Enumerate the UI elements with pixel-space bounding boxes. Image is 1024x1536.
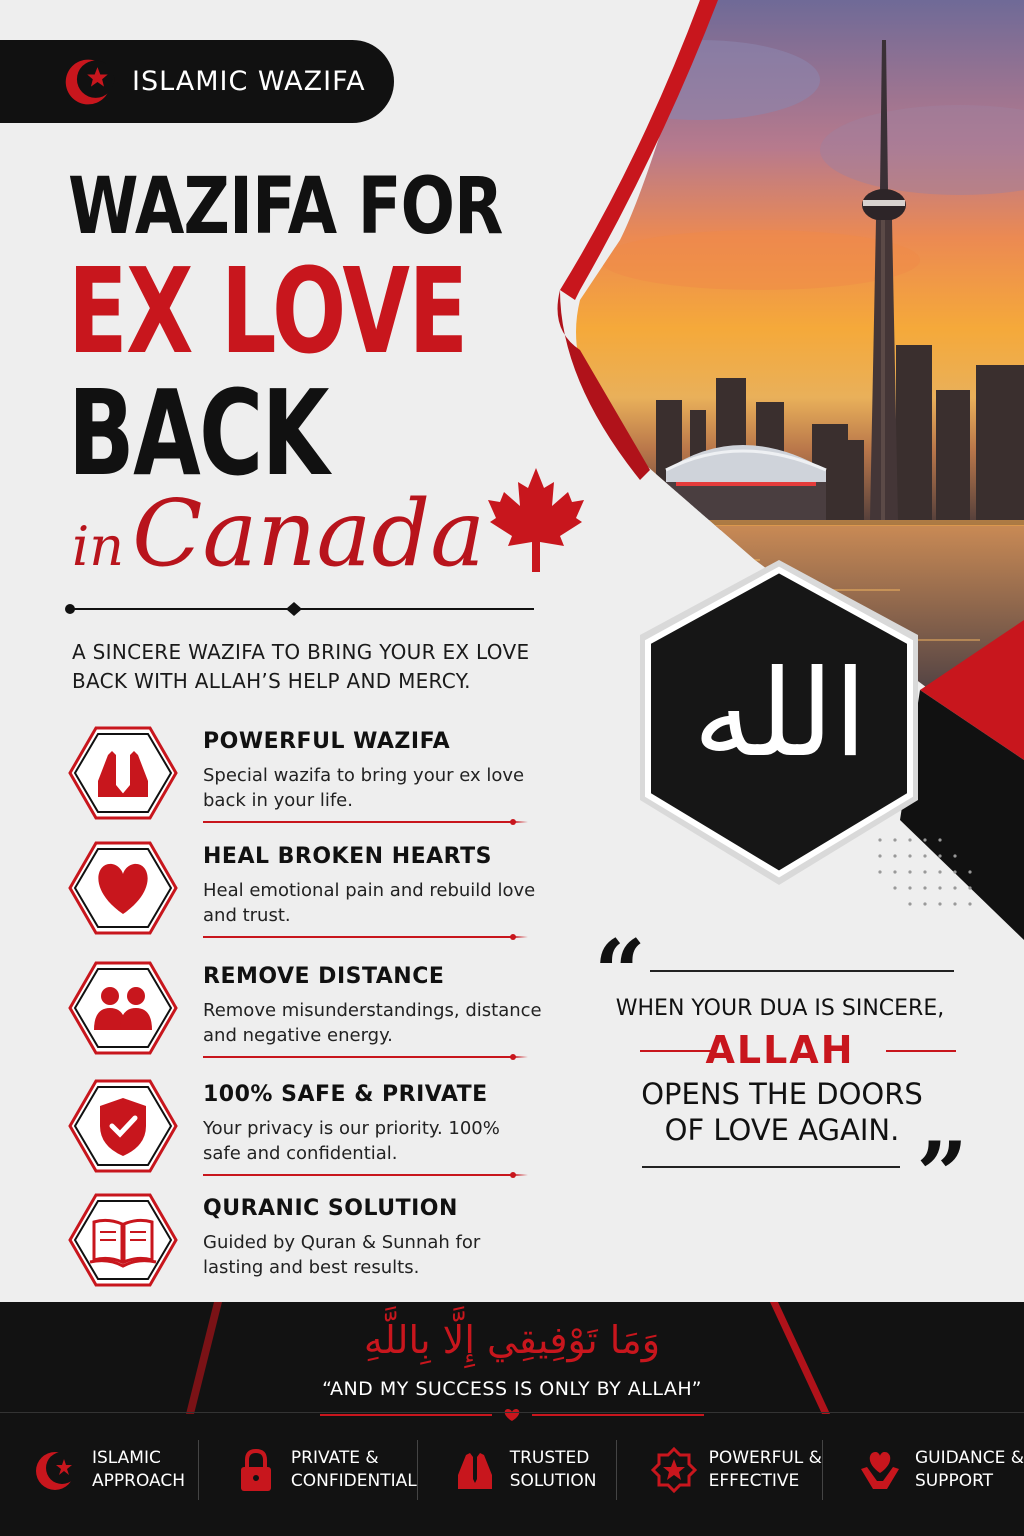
footer-item-line1: TRUSTED [509,1448,590,1468]
headline-line-3: BACK [68,364,328,502]
close-quote-icon: ” [916,1122,968,1228]
feature-desc: Remove misunderstandings, distance and negative energy. [203,1000,542,1046]
title-divider [64,600,544,618]
feature-desc: Heal emotional pain and rebuild love and trust. [203,880,536,926]
star-badge-icon [651,1447,697,1493]
allah-calligraphy: الله [693,645,867,784]
feature-powerful-wazifa [68,725,538,835]
feature-quranic-solution [68,1192,538,1302]
category-badge [0,40,394,123]
praying-hands-icon [452,1447,498,1493]
footer-separator [0,1412,1024,1413]
footer-item-guidance [822,1440,1024,1500]
verse-translation: “AND MY SUCCESS IS ONLY BY ALLAH” [322,1378,702,1400]
footer-item-line2: SOLUTION [509,1471,597,1491]
headline-line-1: WAZIFA FOR [68,162,503,252]
feature-desc: Guided by Quran & Sunnah for lasting and best results. [203,1232,481,1278]
feature-divider [203,821,528,823]
heart-hands-icon [857,1447,903,1493]
footer-item-private [198,1440,417,1500]
heart-divider [320,1408,704,1422]
feature-title: REMOVE DISTANCE [203,964,445,989]
quote-line-3: OF LOVE AGAIN. [664,1113,900,1147]
crescent-star-icon [34,1447,80,1493]
feature-remove-distance [68,960,542,1070]
intro-text: A SINCERE WAZIFA TO BRING YOUR EX LOVE BACK WITH ALLAH’S HELP AND MERCY. [72,640,530,693]
badge-label: ISLAMIC WAZIFA [132,66,366,97]
crescent-star-icon [62,54,118,110]
feature-desc: Your privacy is our priority. 100% safe and confidential. [203,1118,500,1164]
quran-book-icon [68,1192,178,1288]
script-in: in [72,515,125,578]
feature-divider [203,1056,528,1058]
feature-divider [203,936,528,938]
footer-item-islamic [0,1440,198,1500]
feature-title: POWERFUL WAZIFA [203,729,451,754]
arabic-verse: وَمَا تَوْفِيقِي إِلَّا بِاللَّهِ [363,1318,661,1362]
heart-icon [68,840,178,936]
praying-hands-icon [68,725,178,821]
lock-icon [233,1447,279,1493]
quote-rest [592,1076,972,1148]
feature-heal-broken-hearts [68,840,538,950]
shield-check-icon [68,1078,178,1174]
feature-divider [203,1174,528,1176]
feature-title: 100% SAFE & PRIVATE [203,1082,488,1107]
footer-item-line1: ISLAMIC [92,1448,161,1468]
feature-safe-private [68,1078,538,1188]
footer-features [0,1440,1024,1500]
footer-item-trusted [417,1440,616,1500]
footer-item-line2: CONFIDENTIAL [290,1471,417,1491]
open-quote-icon: “ [594,920,646,1026]
allah-rule-right [886,1050,956,1052]
footer-item-line2: EFFECTIVE [708,1471,800,1491]
couple-icon [68,960,178,1056]
headline-script [72,480,485,587]
quote-bottom-rule [642,1166,900,1168]
allah-emblem [660,615,900,815]
quote-highlight: ALLAH [705,1028,855,1072]
quote-line-2: OPENS THE DOORS [641,1077,923,1111]
feature-title: QURANIC SOLUTION [203,1196,458,1221]
footer-item-line2: APPROACH [92,1471,186,1491]
headline-line-2: EX LOVE [68,242,467,380]
feature-title: HEAL BROKEN HEARTS [203,844,492,869]
footer-item-line1: GUIDANCE & [914,1448,1024,1468]
footer-item-line2: SUPPORT [914,1471,994,1491]
footer-item-line1: POWERFUL & [708,1448,822,1468]
feature-desc: Special wazifa to bring your ex love back in your life. [203,765,525,811]
headline [68,162,607,502]
quote-line-1: WHEN YOUR DUA IS SINCERE, [615,996,945,1021]
footer-item-powerful [616,1440,822,1500]
footer-item-line1: PRIVATE & [290,1448,379,1468]
script-canada: Canada [132,480,486,587]
quote-top-rule [650,970,954,972]
quote-block [594,920,980,1228]
maple-leaf-icon [484,466,588,576]
